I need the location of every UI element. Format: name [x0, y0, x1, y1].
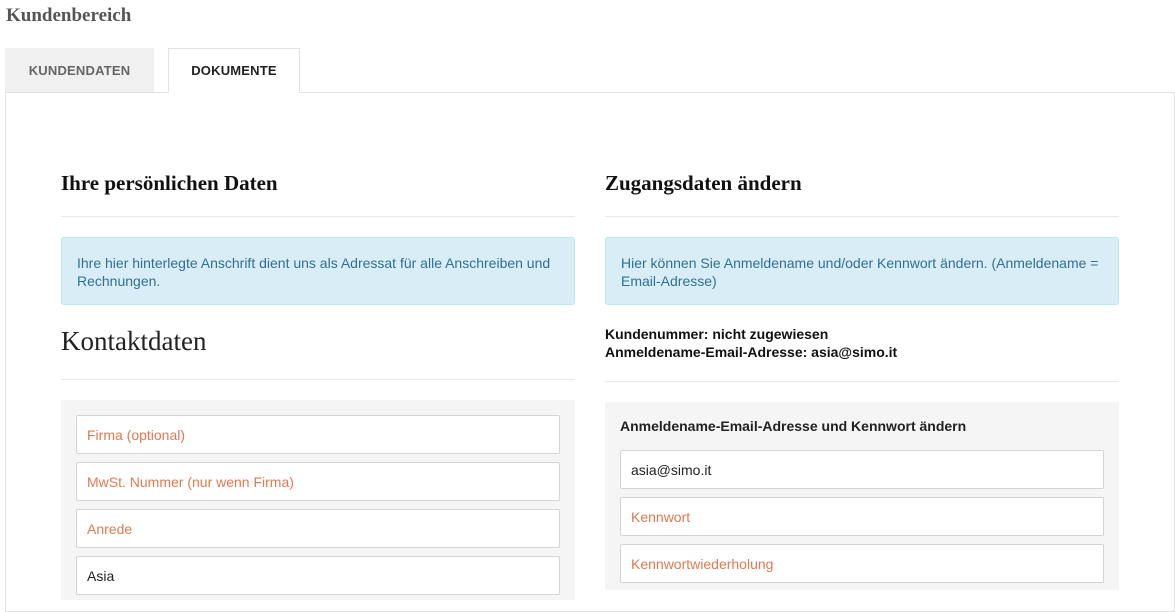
first-name-input[interactable]	[76, 556, 560, 595]
tab-dokumente[interactable]: DOKUMENTE	[168, 48, 300, 93]
login-email: Anmeldename-Email-Adresse: asia@simo.it	[605, 344, 898, 360]
customer-number: Kundenummer: nicht zugewiesen	[605, 326, 829, 342]
access-info-box: Hier können Sie Anmeldename und/oder Kennwort ändern. (Anmeldename = Email-Adresse)	[605, 237, 1119, 305]
divider	[605, 216, 1119, 217]
access-data-column	[605, 0, 1119, 600]
vat-number-input[interactable]	[76, 462, 560, 501]
divider	[61, 379, 575, 380]
credentials-form	[605, 402, 1119, 590]
password-repeat-input[interactable]	[620, 544, 1104, 583]
personal-data-heading: Ihre persönlichen Daten	[61, 171, 278, 195]
access-data-heading: Zugangsdaten ändern	[605, 171, 802, 195]
tab-kundendaten[interactable]: KUNDENDATEN	[5, 48, 154, 92]
divider	[605, 381, 1119, 382]
contact-heading: Kontaktdaten	[61, 326, 207, 356]
email-input[interactable]	[620, 450, 1104, 489]
credentials-form-heading: Anmeldename-Email-Adresse und Kennwort ändern	[620, 418, 967, 434]
personal-data-column	[61, 0, 575, 600]
salutation-input[interactable]	[76, 509, 560, 548]
divider	[61, 216, 575, 217]
password-input[interactable]	[620, 497, 1104, 536]
contact-form	[61, 400, 575, 600]
page-title: Kundenbereich	[6, 5, 132, 26]
address-info-box: Ihre hier hinterlegte Anschrift dient uns als Adressat für alle Anschreiben und Rechnungen.	[61, 237, 575, 305]
company-input[interactable]	[76, 415, 560, 454]
